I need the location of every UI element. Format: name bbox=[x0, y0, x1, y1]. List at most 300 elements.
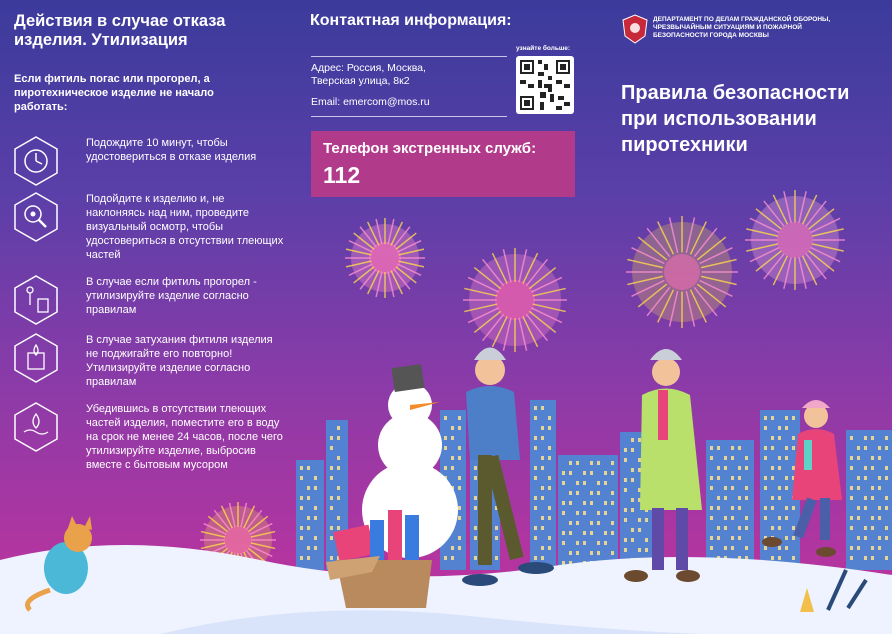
divider bbox=[311, 56, 507, 57]
building-window bbox=[576, 521, 579, 525]
building-window bbox=[745, 546, 748, 550]
building-window bbox=[785, 506, 788, 510]
building-window bbox=[624, 548, 627, 552]
building-window bbox=[631, 528, 634, 532]
building-window bbox=[878, 546, 881, 550]
building-window bbox=[541, 436, 544, 440]
building-window bbox=[624, 538, 627, 542]
building-window bbox=[638, 468, 641, 472]
building-window bbox=[885, 446, 888, 450]
building-window bbox=[864, 436, 867, 440]
building-window bbox=[300, 526, 303, 530]
building-window bbox=[451, 426, 454, 430]
building-window bbox=[710, 506, 713, 510]
building-window bbox=[785, 446, 788, 450]
building-window bbox=[314, 506, 317, 510]
building-window bbox=[590, 461, 593, 465]
building-window bbox=[885, 436, 888, 440]
building-window bbox=[638, 458, 641, 462]
building-window bbox=[534, 446, 537, 450]
building-window bbox=[724, 466, 727, 470]
building-window bbox=[778, 466, 781, 470]
building-window bbox=[590, 531, 593, 535]
building-window bbox=[638, 518, 641, 522]
building-window bbox=[548, 476, 551, 480]
building-window bbox=[444, 556, 447, 560]
building-window bbox=[474, 466, 477, 470]
building-window bbox=[885, 506, 888, 510]
building-window bbox=[590, 491, 593, 495]
building-window bbox=[583, 541, 586, 545]
building-window bbox=[458, 516, 461, 520]
building-window bbox=[330, 526, 333, 530]
building-window bbox=[738, 446, 741, 450]
building-window bbox=[541, 486, 544, 490]
building-window bbox=[458, 486, 461, 490]
building-window bbox=[583, 471, 586, 475]
building-window bbox=[878, 446, 881, 450]
building-window bbox=[541, 426, 544, 430]
building-window bbox=[307, 466, 310, 470]
building-window bbox=[871, 496, 874, 500]
building-window bbox=[458, 506, 461, 510]
building-window bbox=[458, 536, 461, 540]
building-window bbox=[885, 476, 888, 480]
building-window bbox=[314, 536, 317, 540]
building-window bbox=[878, 476, 881, 480]
building-window bbox=[562, 511, 565, 515]
building-window bbox=[314, 476, 317, 480]
building-window bbox=[710, 486, 713, 490]
building-window bbox=[717, 526, 720, 530]
building-window bbox=[785, 536, 788, 540]
building-window bbox=[495, 556, 498, 560]
building-window bbox=[611, 471, 614, 475]
building-window bbox=[885, 496, 888, 500]
building-window bbox=[731, 446, 734, 450]
building-window bbox=[631, 478, 634, 482]
building-window bbox=[764, 516, 767, 520]
building-window bbox=[307, 556, 310, 560]
building-window bbox=[337, 466, 340, 470]
disposal-title: Действия в случае отказа изделия. Утилизация bbox=[14, 12, 226, 49]
building-window bbox=[871, 456, 874, 460]
building-window bbox=[611, 491, 614, 495]
email-text: Email: emercom@mos.ru bbox=[311, 96, 430, 108]
building-window bbox=[541, 516, 544, 520]
building-window bbox=[885, 536, 888, 540]
building-window bbox=[878, 486, 881, 490]
building-window bbox=[885, 556, 888, 560]
building-window bbox=[534, 506, 537, 510]
building-window bbox=[444, 446, 447, 450]
building-window bbox=[857, 536, 860, 540]
building-window bbox=[541, 556, 544, 560]
building-window bbox=[717, 466, 720, 470]
building-window bbox=[458, 546, 461, 550]
emergency-phone-label: Телефон экстренных служб: bbox=[323, 140, 537, 157]
qr-label: узнайте больше: bbox=[516, 45, 571, 52]
building-window bbox=[878, 506, 881, 510]
contact-title: Контактная информация: bbox=[310, 12, 512, 29]
building-window bbox=[569, 491, 572, 495]
building-window bbox=[710, 516, 713, 520]
building-window bbox=[771, 496, 774, 500]
building-window bbox=[337, 456, 340, 460]
building-window bbox=[624, 458, 627, 462]
building-window bbox=[337, 486, 340, 490]
building-window bbox=[871, 466, 874, 470]
building-window bbox=[562, 471, 565, 475]
building-window bbox=[631, 448, 634, 452]
building-window bbox=[645, 548, 648, 552]
building-window bbox=[541, 466, 544, 470]
building-window bbox=[745, 456, 748, 460]
failure-intro: Если фитиль погас или прогорел, а пиротехническое изделие не начало работать: bbox=[14, 73, 214, 113]
building-window bbox=[710, 476, 713, 480]
building-window bbox=[864, 536, 867, 540]
building-window bbox=[850, 546, 853, 550]
building-window bbox=[604, 531, 607, 535]
building-window bbox=[534, 406, 537, 410]
building-window bbox=[541, 496, 544, 500]
building-window bbox=[624, 508, 627, 512]
building-window bbox=[541, 526, 544, 530]
department-name: ДЕПАРТАМЕНТ ПО ДЕЛАМ ГРАЖДАНСКОЙ ОБОРОНЫ, ЧРЕЗВЫЧАЙНЫМ СИТУАЦИЯМ И ПОЖАРНОЙ БЕЗОПАСНОСТИ ГОРОДА МОСКВЫ bbox=[653, 16, 831, 39]
building-window bbox=[474, 536, 477, 540]
building-window bbox=[569, 531, 572, 535]
building-window bbox=[548, 416, 551, 420]
building-window bbox=[792, 466, 795, 470]
building-window bbox=[724, 496, 727, 500]
step-text: В случае если фитиль прогорел - утилизируйте изделие согласно правилам bbox=[86, 276, 257, 316]
building-window bbox=[738, 496, 741, 500]
building-window bbox=[885, 466, 888, 470]
building-window bbox=[330, 556, 333, 560]
building-window bbox=[474, 506, 477, 510]
building-window bbox=[534, 496, 537, 500]
building-window bbox=[314, 486, 317, 490]
building-window bbox=[604, 481, 607, 485]
building-window bbox=[871, 546, 874, 550]
building-window bbox=[597, 541, 600, 545]
building-window bbox=[745, 496, 748, 500]
building-window bbox=[631, 468, 634, 472]
building-window bbox=[717, 446, 720, 450]
qr-code[interactable] bbox=[516, 56, 574, 114]
building-window bbox=[611, 521, 614, 525]
step-text: В случае затухания фитиля изделия не поджигайте его повторно! Утилизируйте изделие согласно правилам bbox=[86, 334, 273, 388]
building-window bbox=[569, 551, 572, 555]
building-window bbox=[850, 486, 853, 490]
building-window bbox=[590, 521, 593, 525]
building-window bbox=[330, 536, 333, 540]
building-window bbox=[710, 446, 713, 450]
building-window bbox=[738, 506, 741, 510]
building-window bbox=[611, 461, 614, 465]
building-window bbox=[337, 516, 340, 520]
building-window bbox=[451, 546, 454, 550]
building-window bbox=[785, 416, 788, 420]
building-window bbox=[541, 406, 544, 410]
building-window bbox=[330, 466, 333, 470]
building-window bbox=[778, 426, 781, 430]
building-window bbox=[576, 481, 579, 485]
building-window bbox=[534, 476, 537, 480]
building-window bbox=[771, 446, 774, 450]
leaflet-title: Правила безопасности при использовании пиротехники bbox=[621, 82, 850, 156]
building-window bbox=[458, 416, 461, 420]
trash-disposal-icon bbox=[14, 275, 58, 325]
building-window bbox=[764, 446, 767, 450]
building-window bbox=[562, 501, 565, 505]
building-window bbox=[534, 436, 537, 440]
building-window bbox=[785, 516, 788, 520]
building-window bbox=[871, 486, 874, 490]
building-window bbox=[792, 556, 795, 560]
building-window bbox=[864, 506, 867, 510]
building-window bbox=[857, 546, 860, 550]
building-window bbox=[710, 456, 713, 460]
building-window bbox=[548, 546, 551, 550]
building-window bbox=[458, 446, 461, 450]
building-window bbox=[864, 476, 867, 480]
building-window bbox=[764, 486, 767, 490]
building-window bbox=[548, 486, 551, 490]
building-window bbox=[474, 476, 477, 480]
building-window bbox=[857, 476, 860, 480]
building-window bbox=[604, 501, 607, 505]
building-window bbox=[444, 466, 447, 470]
building-window bbox=[583, 481, 586, 485]
building-window bbox=[785, 456, 788, 460]
building-window bbox=[576, 541, 579, 545]
building-window bbox=[745, 516, 748, 520]
building-window bbox=[569, 501, 572, 505]
building-window bbox=[631, 538, 634, 542]
building-window bbox=[307, 486, 310, 490]
building-window bbox=[548, 426, 551, 430]
building-window bbox=[724, 456, 727, 460]
building-window bbox=[604, 511, 607, 515]
building-window bbox=[590, 501, 593, 505]
building-window bbox=[738, 476, 741, 480]
building-window bbox=[745, 486, 748, 490]
building-window bbox=[864, 526, 867, 530]
building-window bbox=[724, 486, 727, 490]
building-window bbox=[717, 506, 720, 510]
building-window bbox=[604, 541, 607, 545]
step-text: Убедившись в отсутствии тлеющих частей изделия, поместите его в воду на срок не менее 24 часов, после чего утилизируйте изделие, выбросив вместе с бытовым мусором bbox=[86, 403, 283, 471]
building-window bbox=[444, 436, 447, 440]
building-window bbox=[710, 536, 713, 540]
building-window bbox=[792, 436, 795, 440]
building-window bbox=[850, 496, 853, 500]
building-window bbox=[738, 536, 741, 540]
building-window bbox=[771, 556, 774, 560]
emergency-phone-number: 112 bbox=[323, 162, 361, 188]
building-window bbox=[731, 486, 734, 490]
clock-icon bbox=[14, 136, 58, 186]
building-window bbox=[864, 496, 867, 500]
building-window bbox=[771, 436, 774, 440]
building-window bbox=[583, 511, 586, 515]
building-window bbox=[576, 491, 579, 495]
building-window bbox=[745, 526, 748, 530]
building-window bbox=[778, 456, 781, 460]
building-window bbox=[562, 541, 565, 545]
building-window bbox=[771, 416, 774, 420]
building-window bbox=[631, 498, 634, 502]
building-window bbox=[534, 416, 537, 420]
building-window bbox=[548, 516, 551, 520]
building-window bbox=[764, 476, 767, 480]
building-window bbox=[597, 461, 600, 465]
building-window bbox=[451, 456, 454, 460]
building-window bbox=[576, 461, 579, 465]
building-window bbox=[785, 486, 788, 490]
building-window bbox=[444, 416, 447, 420]
building-window bbox=[764, 546, 767, 550]
building-window bbox=[597, 511, 600, 515]
building-window bbox=[330, 506, 333, 510]
building-window bbox=[731, 516, 734, 520]
building-window bbox=[300, 466, 303, 470]
building-window bbox=[710, 546, 713, 550]
building-window bbox=[548, 446, 551, 450]
building-window bbox=[548, 506, 551, 510]
building-window bbox=[597, 551, 600, 555]
building-window bbox=[451, 466, 454, 470]
step-text: Подойдите к изделию и, не наклоняясь над ним, проведите визуальный осмотр, чтобы удостовериться в отсутствии тлеющих частей bbox=[86, 193, 284, 261]
building-window bbox=[638, 528, 641, 532]
building-window bbox=[785, 476, 788, 480]
building-window bbox=[300, 496, 303, 500]
building-window bbox=[576, 511, 579, 515]
building-window bbox=[330, 496, 333, 500]
building-window bbox=[857, 446, 860, 450]
building-window bbox=[330, 446, 333, 450]
building-window bbox=[638, 548, 641, 552]
building-window bbox=[495, 526, 498, 530]
building-window bbox=[624, 518, 627, 522]
building-window bbox=[474, 526, 477, 530]
building-window bbox=[300, 556, 303, 560]
building-window bbox=[569, 471, 572, 475]
building-window bbox=[857, 516, 860, 520]
building-window bbox=[307, 496, 310, 500]
building-window bbox=[724, 516, 727, 520]
step-text: Подождите 10 минут, чтобы удостовериться в отказе изделия bbox=[86, 137, 257, 163]
building-window bbox=[451, 556, 454, 560]
building-window bbox=[771, 466, 774, 470]
building-window bbox=[778, 556, 781, 560]
building-window bbox=[645, 518, 648, 522]
building-window bbox=[878, 536, 881, 540]
building-window bbox=[562, 531, 565, 535]
building-window bbox=[597, 521, 600, 525]
building-window bbox=[548, 456, 551, 460]
building-window bbox=[878, 456, 881, 460]
building-window bbox=[778, 496, 781, 500]
building-window bbox=[583, 501, 586, 505]
building-window bbox=[569, 461, 572, 465]
building-window bbox=[337, 436, 340, 440]
building-window bbox=[764, 426, 767, 430]
building-window bbox=[738, 526, 741, 530]
building-window bbox=[458, 426, 461, 430]
building-window bbox=[731, 456, 734, 460]
building-window bbox=[638, 438, 641, 442]
building-window bbox=[778, 516, 781, 520]
building-window bbox=[885, 526, 888, 530]
building-window bbox=[745, 466, 748, 470]
no-fire-icon bbox=[14, 333, 58, 383]
building-window bbox=[330, 476, 333, 480]
building-window bbox=[458, 456, 461, 460]
building-window bbox=[590, 551, 593, 555]
building-window bbox=[850, 436, 853, 440]
building-window bbox=[597, 481, 600, 485]
building-window bbox=[307, 516, 310, 520]
building-window bbox=[850, 456, 853, 460]
building-window bbox=[731, 506, 734, 510]
building-window bbox=[857, 506, 860, 510]
department-emblem-icon bbox=[622, 14, 648, 44]
building-window bbox=[731, 476, 734, 480]
building-window bbox=[717, 476, 720, 480]
building-window bbox=[300, 476, 303, 480]
building-window bbox=[792, 416, 795, 420]
building-window bbox=[792, 506, 795, 510]
building-window bbox=[631, 508, 634, 512]
building-window bbox=[645, 538, 648, 542]
building-window bbox=[569, 521, 572, 525]
building-window bbox=[864, 556, 867, 560]
building-window bbox=[871, 436, 874, 440]
building-window bbox=[300, 506, 303, 510]
building-window bbox=[534, 466, 537, 470]
water-immersion-icon bbox=[14, 402, 58, 452]
building-window bbox=[624, 488, 627, 492]
building-window bbox=[314, 546, 317, 550]
building-window bbox=[871, 556, 874, 560]
building-window bbox=[337, 426, 340, 430]
building-window bbox=[624, 478, 627, 482]
building-window bbox=[548, 536, 551, 540]
building-window bbox=[534, 536, 537, 540]
building-window bbox=[724, 546, 727, 550]
building-window bbox=[850, 516, 853, 520]
building-window bbox=[778, 526, 781, 530]
building-window bbox=[597, 491, 600, 495]
building-window bbox=[857, 456, 860, 460]
building-window bbox=[771, 476, 774, 480]
building-window bbox=[850, 526, 853, 530]
building-window bbox=[764, 416, 767, 420]
building-window bbox=[458, 476, 461, 480]
building-window bbox=[785, 426, 788, 430]
building-window bbox=[850, 556, 853, 560]
building-window bbox=[590, 471, 593, 475]
building-window bbox=[337, 496, 340, 500]
building-window bbox=[474, 496, 477, 500]
building-window bbox=[534, 526, 537, 530]
building-window bbox=[534, 556, 537, 560]
building-window bbox=[330, 436, 333, 440]
building-window bbox=[583, 531, 586, 535]
building-window bbox=[731, 536, 734, 540]
